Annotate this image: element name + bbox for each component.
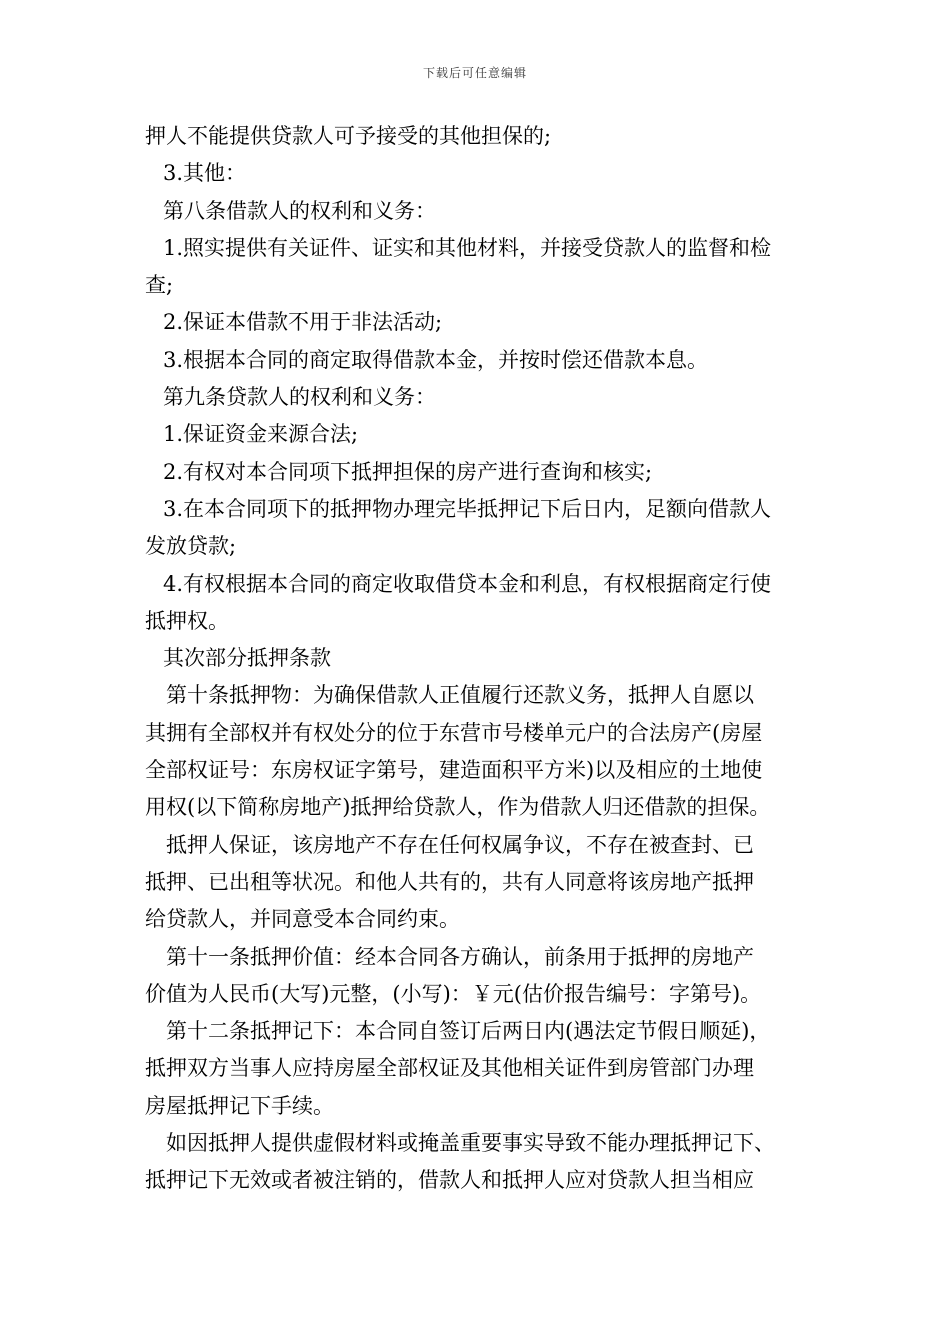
text-line: 如因抵押人提供虚假材料或掩盖重要事实导致不能办理抵押记下、 bbox=[166, 1131, 775, 1156]
page-header: 下载后可任意编辑 bbox=[422, 66, 527, 80]
text-line: 2.有权对本合同项下抵押担保的房产进行查询和核实; bbox=[163, 459, 653, 484]
text-line: 价值为人民币(大写)元整，(小写)：￥元(估价报告编号：字第号)。 bbox=[145, 981, 762, 1006]
text-line: 查; bbox=[145, 273, 174, 298]
text-line: 1.保证资金来源合法; bbox=[163, 422, 359, 447]
text-line: 押人不能提供贷款人可予接受的其他担保的; bbox=[145, 124, 552, 148]
text-line: 第八条借款人的权利和义务： bbox=[163, 198, 436, 223]
text-line: 第十二条抵押记下：本合同自签订后两日内(遇法定节假日顺延)， bbox=[166, 1019, 771, 1044]
text-line: 第十一条抵押价值：经本合同各方确认，前条用于抵押的房地产 bbox=[166, 944, 754, 969]
text-line: 第九条贷款人的权利和义务： bbox=[163, 385, 436, 410]
text-line: 1.照实提供有关证件、证实和其他材料，并接受贷款人的监督和检 bbox=[163, 235, 772, 260]
text-line: 2.保证本借款不用于非法活动; bbox=[163, 310, 443, 335]
text-line: 3.其他： bbox=[163, 161, 247, 186]
text-line: 抵押双方当事人应持房屋全部权证及其他相关证件到房管部门办理 bbox=[145, 1056, 754, 1081]
text-line: 用权(以下简称房地产)抵押给贷款人，作为借款人归还借款的担保。 bbox=[145, 795, 771, 820]
text-line: 房屋抵押记下手续。 bbox=[145, 1093, 334, 1118]
text-line: 其拥有全部权并有权处分的位于东营市号楼单元户的合法房产(房屋 bbox=[145, 720, 763, 745]
text-line: 全部权证号：东房权证字第号，建造面积平方米)以及相应的土地使 bbox=[145, 758, 763, 783]
document-body bbox=[145, 118, 810, 1200]
text-line: 第十条抵押物：为确保借款人正值履行还款义务，抵押人自愿以 bbox=[166, 683, 754, 708]
text-line: 3.在本合同项下的抵押物办理完毕抵押记下后日内，足额向借款人 bbox=[163, 496, 772, 521]
text-line: 抵押权。 bbox=[145, 608, 229, 633]
text-line: 给贷款人，并同意受本合同约束。 bbox=[145, 907, 460, 932]
text-line: 抵押、已出租等状况。和他人共有的，共有人同意将该房地产抵押 bbox=[145, 869, 754, 894]
text-line: 抵押记下无效或者被注销的，借款人和抵押人应对贷款人担当相应 bbox=[145, 1168, 754, 1193]
section-heading: 其次部分抵押条款 bbox=[163, 646, 331, 671]
text-line: 发放贷款; bbox=[145, 534, 237, 559]
text-line: 抵押人保证，该房地产不存在任何权属争议，不存在被查封、已 bbox=[166, 832, 754, 857]
text-line: 4.有权根据本合同的商定收取借贷本金和利息，有权根据商定行使 bbox=[163, 571, 772, 596]
text-line: 3.根据本合同的商定取得借款本金，并按时偿还借款本息。 bbox=[163, 347, 709, 372]
